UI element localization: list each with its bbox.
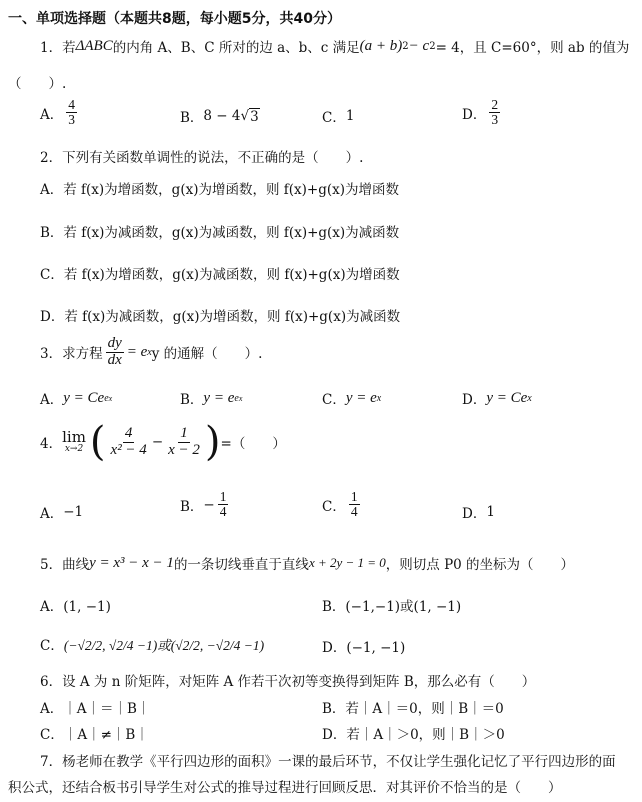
q1-expr3: = 4，且 C=60°，则 ab 的值为 (435, 40, 630, 56)
q4-f2-num: 1 (180, 424, 188, 441)
q3-b-sup: e (234, 392, 239, 404)
q5-option-a[interactable]: A．(1, −1) (40, 599, 111, 615)
question-7-line1: 7．杨老师在教学《平行四边形的面积》一课的最后环节，不仅让学生强化记忆了平行四边形的面 (40, 754, 616, 770)
q3-d-expr: y = Ce (486, 389, 528, 406)
q1-expr2: − c (408, 37, 430, 54)
q1-b-label: B． (180, 110, 204, 126)
q2-option-c[interactable]: C．若 f(x)为增函数，g(x)为减函数，则 f(x)+g(x)为增函数 (40, 267, 400, 283)
q4-f1-den: x² − 4 (110, 441, 147, 458)
q5-option-b[interactable]: B．(−1,−1)或(1, −1) (322, 599, 462, 615)
q4-c-num: 1 (350, 489, 358, 504)
q4-f1-num: 4 (124, 424, 133, 441)
question-5-stem (40, 553, 574, 573)
question-7-line2: 积公式，还结合板书引导学生对公式的推导过程进行回顾反思．对其评价不恰当的是（ ） (8, 780, 562, 796)
q1-d-den: 3 (491, 112, 499, 128)
q5-stem-a: 5．曲线 (40, 557, 90, 573)
q6-option-a[interactable]: A．｜A｜＝｜B｜ (40, 701, 151, 717)
q3-a-label: A． (40, 392, 64, 408)
question-4-stem: 4． lim x→2 ( $\frac{4}{\text{x² − 4}}$ − $\frac{1}{x - 2}$ ) =（ ） (40, 419, 286, 465)
q3-c-expr: y = e (345, 389, 377, 406)
q1-expr: (a + b) (359, 37, 403, 54)
q3-a-expr: y = Ce (63, 389, 105, 406)
q1-a-den: 3 (68, 112, 75, 128)
question-3-stem (40, 336, 262, 369)
q3-c-label: C． (322, 392, 346, 408)
q4-b-label: B． (180, 498, 204, 515)
q5-stem-c: ，则切点 P0 的坐标为（ ） (385, 557, 575, 573)
q4-a-label: A． (40, 506, 64, 522)
q3-stem-a: 3．求方程 (40, 346, 103, 363)
q4-lim: lim (62, 428, 86, 446)
q3-option-c[interactable] (322, 388, 381, 408)
q3-option-b[interactable]: B． y = e e x (180, 389, 243, 408)
q1-a-label: A． (40, 106, 64, 123)
q1-c-label: C． (322, 110, 346, 126)
q1-a-num: 4 (68, 97, 75, 112)
q2-option-a[interactable]: A．若 f(x)为增函数，g(x)为增函数，则 f(x)+g(x)为增函数 (40, 182, 400, 198)
q4-f2-den: x − 2 (168, 441, 200, 458)
q3-d-label: D． (462, 392, 487, 408)
q2-option-d[interactable]: D．若 f(x)为减函数，g(x)为增函数，则 f(x)+g(x)为减函数 (40, 309, 401, 325)
q3-frac-num: dy (107, 335, 122, 351)
q3-frac-den: dx (107, 351, 122, 368)
q4-option-a[interactable] (40, 502, 83, 522)
q1-d-num: 2 (491, 97, 499, 112)
q4-b-den: 4 (219, 504, 227, 520)
question-1-stem: 1．若 ΔABC 的内角 A、B、C 所对的边 a、b、c 满足 (a + b) 2 − c 2 = 4，且 C=60°，则 ab 的值为 (40, 37, 630, 56)
section-title: 一、单项选择题（本题共8题，每小题5分，共40分） (8, 11, 341, 27)
q5-line: x + 2y − 1 = 0 (308, 555, 386, 570)
q4-d-val: 1 (486, 504, 495, 520)
q5-stem-b: 的一条切线垂直于直线 (173, 557, 309, 573)
q1-b-pre: 8 − 4 (203, 108, 241, 124)
q3-c-sup: x (376, 392, 382, 404)
q3-d-sup: x (527, 392, 532, 404)
q3-b-expr: y = e (203, 389, 235, 406)
q5-curve: y = x³ − x − 1 (89, 554, 174, 571)
q4-tail: =（ ） (220, 436, 286, 452)
q4-option-b[interactable] (180, 490, 231, 519)
q4-label: 4． (40, 436, 63, 452)
q4-c-label: C． (322, 498, 346, 515)
q3-option-d[interactable] (462, 388, 532, 408)
q4-c-den: 4 (350, 504, 358, 520)
q1-blank: （ ）. (8, 76, 67, 92)
q3-a-sup: e (104, 392, 109, 404)
q2-option-b[interactable]: B．若 f(x)为减函数，g(x)为减函数，则 f(x)+g(x)为减函数 (40, 225, 400, 241)
q4-d-label: D． (462, 506, 487, 522)
q1-option-c[interactable] (322, 106, 354, 126)
q6-option-b[interactable]: B．若｜A｜＝0，则｜B｜＝0 (322, 701, 504, 717)
q4-option-c[interactable] (322, 490, 363, 519)
q1-stem-b: 的内角 A、B、C 所对的边 a、b、c 满足 (112, 40, 360, 56)
q1-d-label: D． (462, 106, 487, 123)
q1-b-rad: 3 (250, 108, 259, 125)
q1-option-d[interactable] (462, 98, 503, 127)
q3-stem-b-sup: x (147, 346, 152, 358)
q1-option-a[interactable] (40, 98, 80, 127)
q3-stem-c: y 的通解（ ）. (151, 346, 263, 363)
q3-stem-b: = e (126, 343, 148, 360)
q1-triangle: ΔABC (75, 37, 113, 54)
q4-lim-sub: x→2 (64, 444, 84, 454)
q4-minus: − (151, 434, 164, 450)
question-6-stem: 6．设 A 为 n 阶矩阵，对矩阵 A 作若干次初等变换得到矩阵 B，那么必有（ ） (40, 674, 536, 690)
q5-option-d[interactable]: D．(−1, −1) (322, 640, 406, 656)
q4-option-d[interactable] (462, 502, 495, 522)
q1-c-val: 1 (345, 108, 355, 124)
q4-b-num: 1 (219, 489, 227, 504)
q6-option-d[interactable]: D．若｜A｜＞0，则｜B｜＞0 (322, 727, 505, 743)
question-2-stem: 2．下列有关函数单调性的说法，不正确的是（ ）. (40, 150, 364, 166)
q3-option-a[interactable]: A． y = Ce e x (40, 389, 113, 408)
q4-a-val: −1 (63, 504, 84, 520)
q5-c-text: (−√2/2, √2/4 −1)或(√2/2, −√2/4 −1) (63, 638, 265, 653)
q6-option-c[interactable]: C．｜A｜≠｜B｜ (40, 727, 149, 743)
q3-b-label: B． (180, 392, 204, 408)
q4-b-sign: − (203, 496, 215, 513)
q1-stem-a: 1．若 (40, 40, 76, 56)
q1-option-b[interactable]: B． 8 − 4 √ 3 (180, 108, 259, 126)
q5-option-c[interactable] (40, 634, 264, 654)
q5-c-label: C． (40, 638, 64, 654)
